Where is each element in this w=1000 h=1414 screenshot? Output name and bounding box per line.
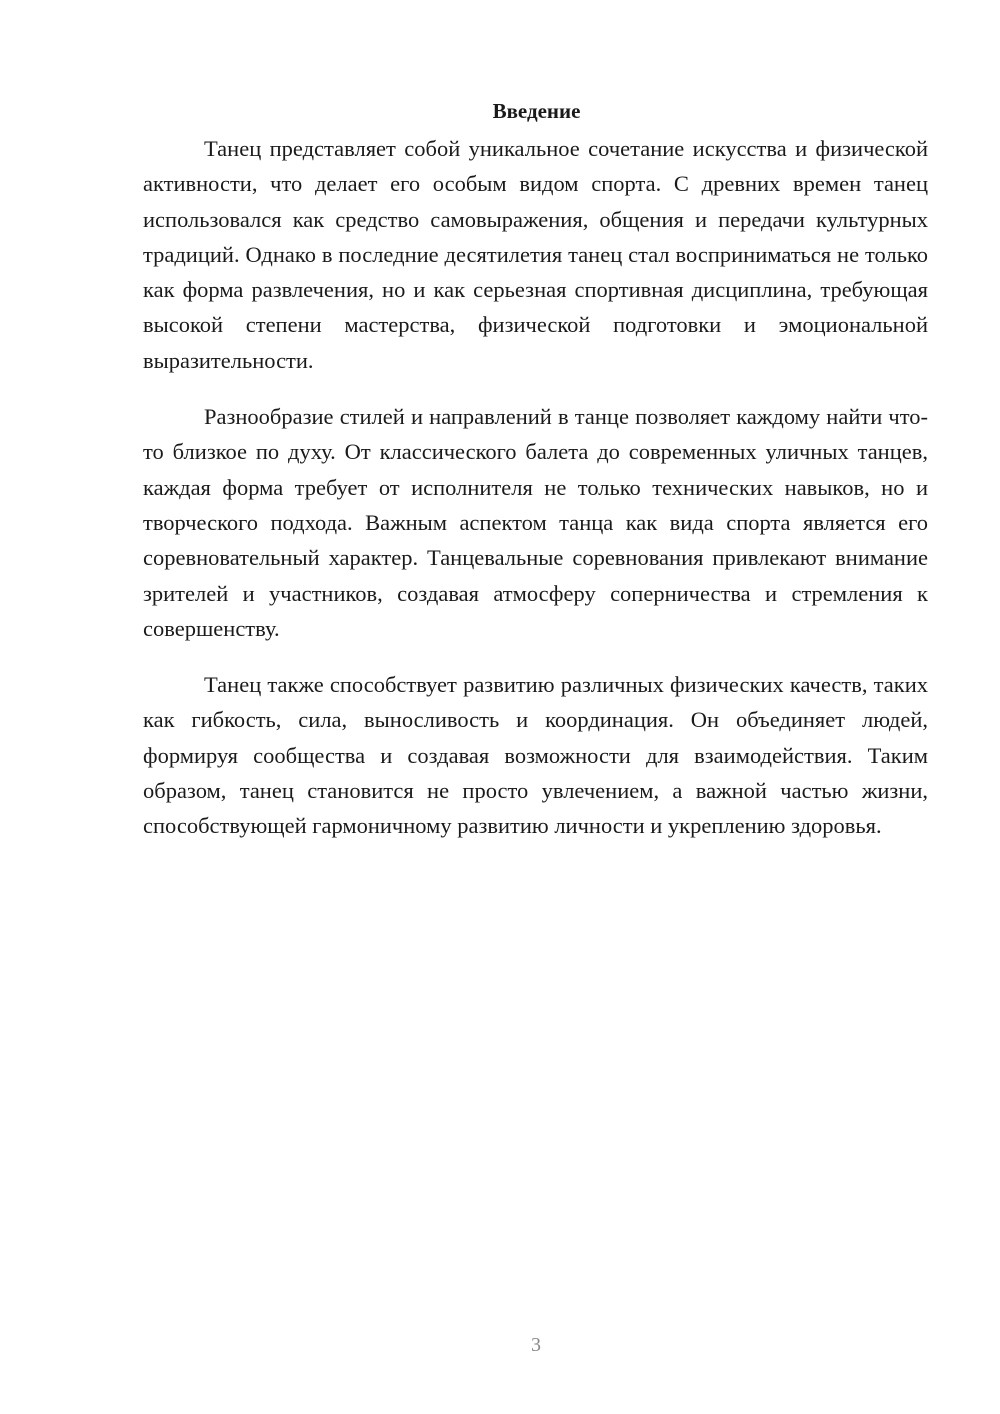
page-content (143, 96, 928, 865)
paragraph-3: Танец также способствует развитию различных физических качеств, таких как гибкость, сила, выносливость и координация. Он объединяет людей, формируя сообщества и создавая возможности для взаимодействия. Таким образом, танец становится не просто увлечением, а важной частью жизни, способствующей гармоничному развитию личности и укреплению здоровья. (143, 672, 928, 839)
paragraph-1: Танец представляет собой уникальное сочетание искусства и физической активности, что делает его особым видом спорта. С древних времен танец использовался как средство самовыражения, общения и передачи культурных традиций. Однако в последние десятилетия танец стал восприниматься не только как форма развлечения, но и как серьезная спортивная дисциплина, требующая высокой степени мастерства, физической подготовки и эмоциональной выразительности. (143, 136, 928, 373)
paragraph-2: Разнообразие стилей и направлений в танце позволяет каждому найти что-то близкое по духу. От классического балета до современных уличных танцев, каждая форма требует от исполнителя не только технических навыков, но и творческого подхода. Важным аспектом танца как вида спорта является его соревновательный характер. Танцевальные соревнования привлекают внимание зрителей и участников, создавая атмосферу соперничества и стремления к совершенству. (143, 404, 928, 641)
section-title: Введение (492, 99, 581, 123)
page-number: 3 (531, 1334, 541, 1356)
